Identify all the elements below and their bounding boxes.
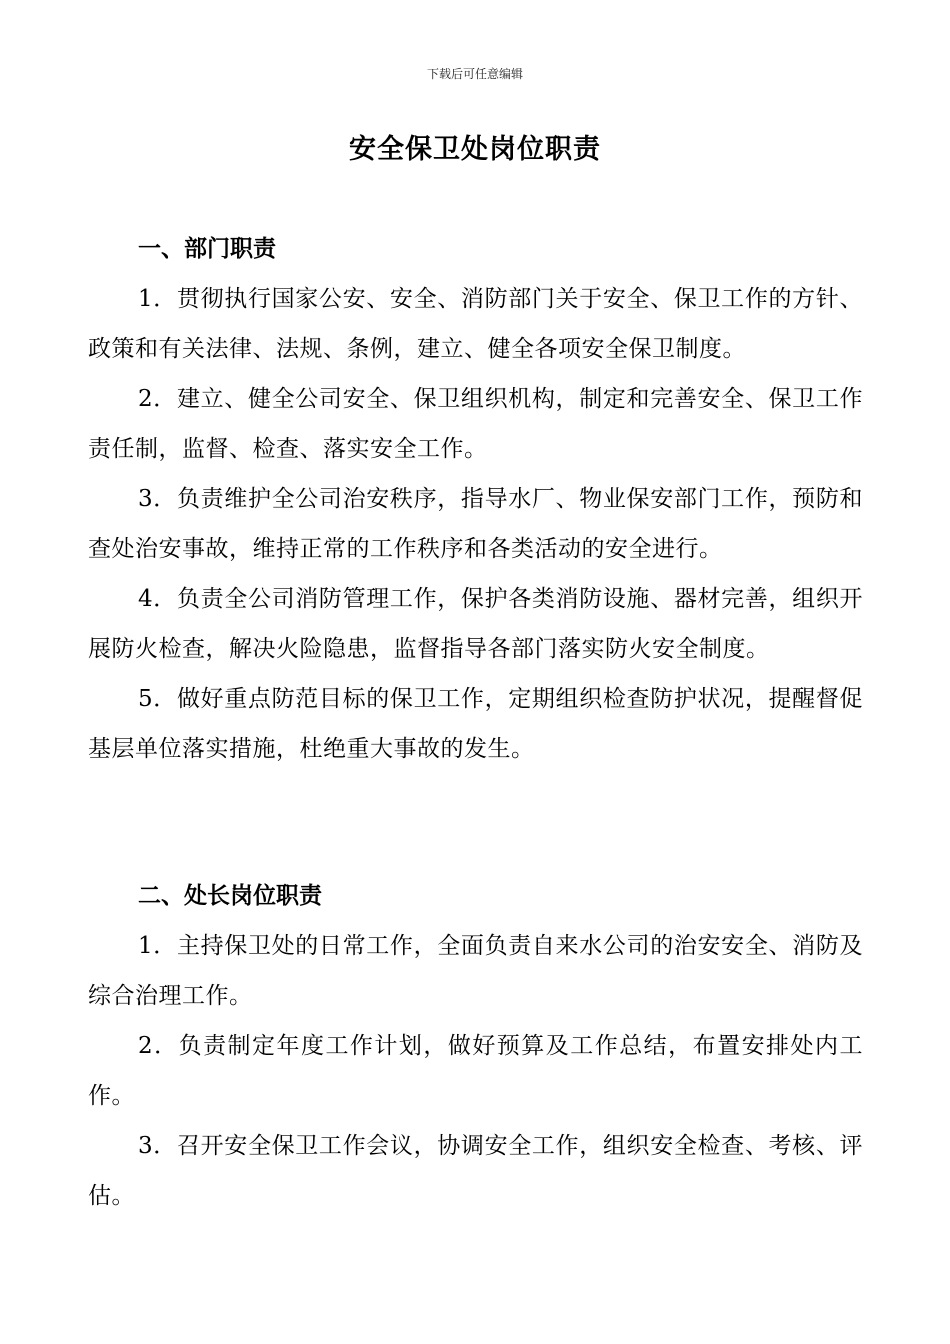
duty-item: 2．建立、健全公司安全、保卫组织机构，制定和完善安全、保卫工作责任制，监督、检查、落实安全工作。 — [88, 386, 863, 462]
section-heading: 一、部门职责 — [138, 235, 276, 262]
duty-item: 3．负责维护全公司治安秩序，指导水厂、物业保安部门工作，预防和查处治安事故，维持正常的工作秩序和各类活动的安全进行。 — [88, 486, 863, 562]
section-department-duties — [88, 224, 863, 774]
duty-item: 4．负责全公司消防管理工作，保护各类消防设施、器材完善，组织开展防火检查，解决火险隐患，监督指导各部门落实防火安全制度。 — [88, 586, 863, 662]
duty-item: 3．召开安全保卫工作会议，协调安全工作，组织安全检查、考核、评估。 — [88, 1133, 863, 1209]
header-note: 下载后可任意编辑 — [426, 67, 523, 81]
page-title: 安全保卫处岗位职责 — [349, 134, 601, 165]
section-heading: 二、处长岗位职责 — [138, 882, 322, 909]
duty-item: 2．负责制定年度工作计划，做好预算及工作总结，布置安排处内工作。 — [88, 1033, 863, 1109]
duty-item: 1．主持保卫处的日常工作，全面负责自来水公司的治安安全、消防及综合治理工作。 — [88, 933, 863, 1009]
duty-item: 1．贯彻执行国家公安、安全、消防部门关于安全、保卫工作的方针、政策和有关法律、法规、条例，建立、健全各项安全保卫制度。 — [88, 286, 863, 362]
duty-item: 5．做好重点防范目标的保卫工作，定期组织检查防护状况，提醒督促基层单位落实措施，杜绝重大事故的发生。 — [88, 686, 863, 762]
section-director-duties — [88, 871, 863, 1221]
